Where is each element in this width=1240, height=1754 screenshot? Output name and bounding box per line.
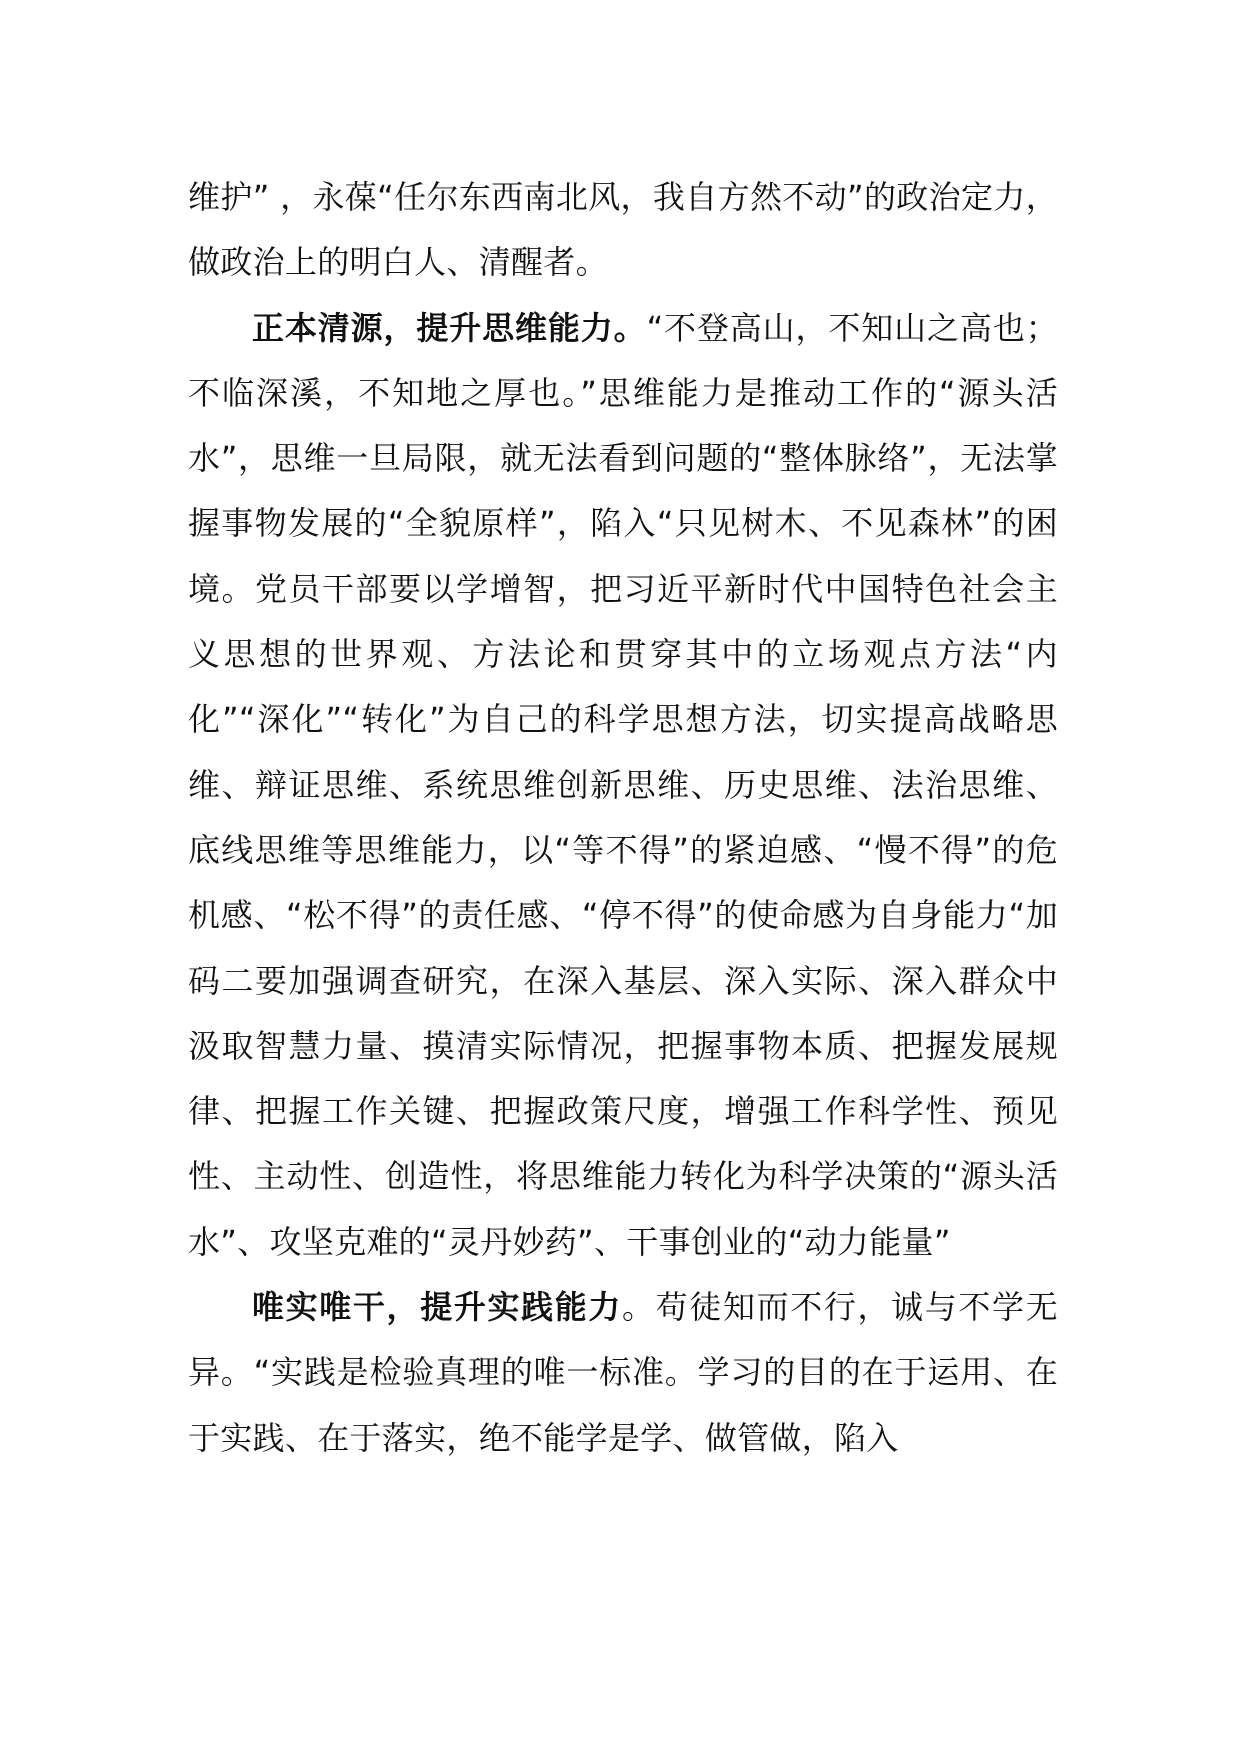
section-heading-thinking: 正本清源，提升思维能力。	[252, 308, 647, 347]
paragraph-political-stance	[188, 165, 1058, 296]
paragraph-practice-ability	[188, 1275, 1058, 1471]
paragraph-text: 。苟徒知而不行，诚与不学无异。“实践是检验真理的唯一标准。学习的目的在于运用、在于实践、在于落实，绝不能学是学、做管做，陷入	[188, 1288, 1058, 1457]
paragraph-thinking-ability	[188, 296, 1058, 1275]
paragraph-text: “不登高山，不知山之高也；不临深溪，不知地之厚也。”思维能力是推动工作的“源头活水”，思维一旦局限，就无法看到问题的“整体脉络”，无法掌握事物发展的“全貌原样”，陷入“只见树木、不见森林”的困境。党员干部要以学增智，把习近平新时代中国特色社会主义思想的世界观、方法论和贯穿其中的立场观点方法“内化”“深化”“转化”为自己的科学思想方法，切实提高战略思维、辩证思维、系统思维创新思维、历史思维、法治思维、底线思维等思维能力，以“等不得”的紧迫感、“慢不得”的危机感、“松不得”的责任感、“停不得”的使命感为自身能力“加码二要加强调查研究，在深入基层、深入实际、深入群众中汲取智慧力量、摸清实际情况，把握事物本质、把握发展规律、把握工作关键、把握政策尺度，增强工作科学性、预见性、主动性、创造性，将思维能力转化为科学决策的“源头活水”、攻坚克难的“灵丹妙药”、干事创业的“动力能量”	[188, 308, 1058, 1261]
document-page	[188, 165, 1058, 1471]
paragraph-text: 维护” ，永葆“任尔东西南北风，我自方然不动”的政治定力，做政治上的明白人、清醒者。	[188, 178, 1058, 282]
section-heading-practice: 唯实唯干，提升实践能力	[252, 1288, 623, 1327]
